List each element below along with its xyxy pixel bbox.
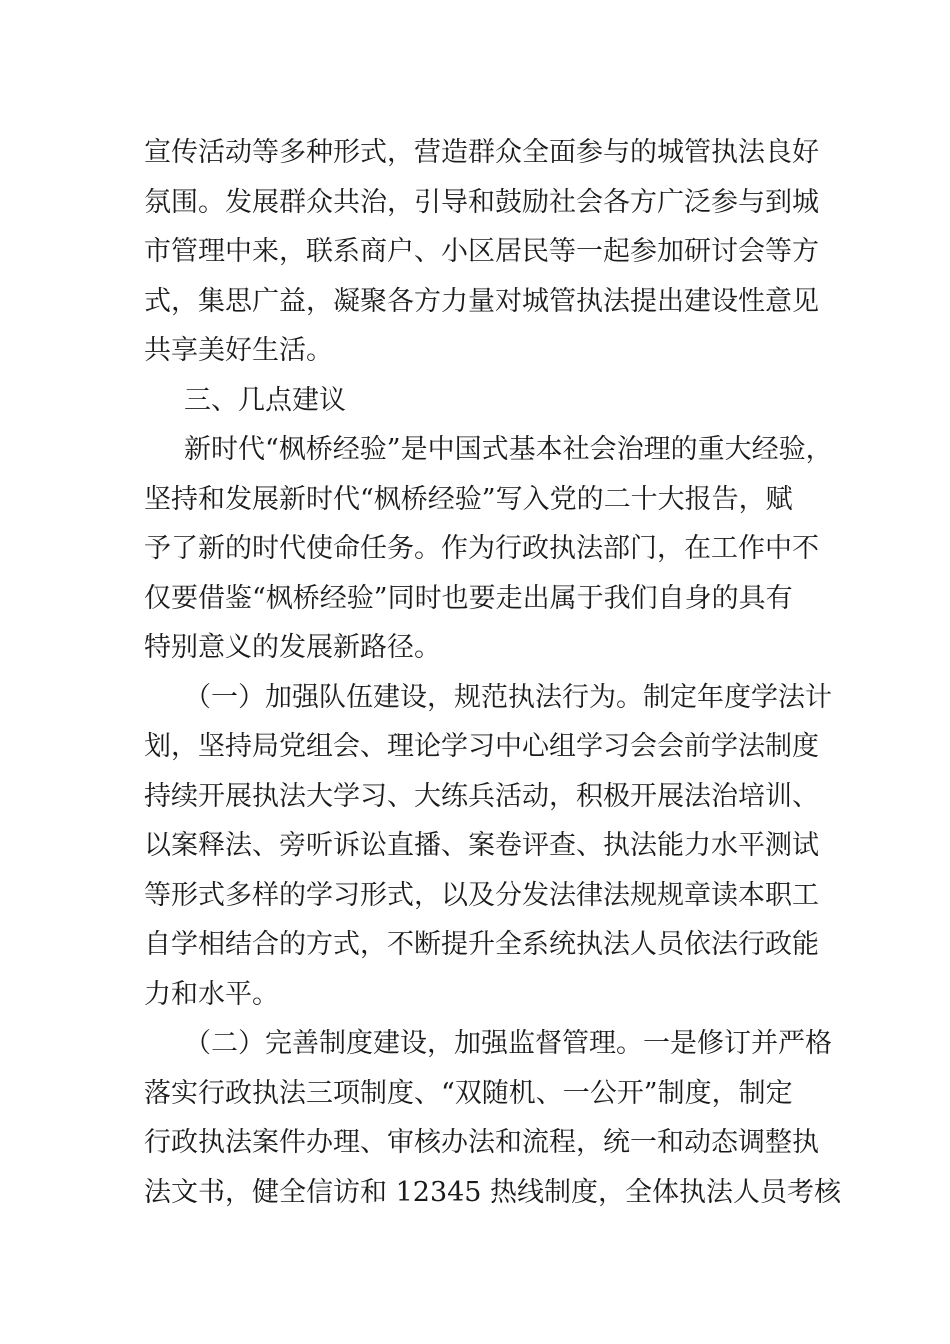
paragraph-line: 法文书，健全信访和 12345 热线制度，全体执法人员考核	[144, 1176, 842, 1208]
paragraph-line: 市管理中来，联系商户、小区居民等一起参加研讨会等方	[144, 236, 819, 267]
paragraph-line: 特别意义的发展新路径。	[144, 632, 441, 663]
paragraph-line: 自学相结合的方式，不断提升全系统执法人员依法行政能	[144, 929, 819, 960]
section-heading: 三、几点建议	[184, 384, 346, 416]
paragraph-line: 宣传活动等多种形式，营造群众全面参与的城管执法良好	[144, 137, 819, 168]
paragraph-line: 共享美好生活。	[144, 335, 333, 366]
paragraph-line: 落实行政执法三项制度、“双随机、一公开”制度，制定	[144, 1077, 793, 1109]
paragraph-line: 予了新的时代使命任务。作为行政执法部门，在工作中不	[144, 533, 819, 564]
paragraph-line: 力和水平。	[144, 978, 279, 1010]
paragraph-line: （二）完善制度建设，加强监督管理。一是修订并严格	[184, 1028, 832, 1059]
paragraph-line: （一）加强队伍建设，规范执法行为。制定年度学法计	[184, 681, 832, 713]
paragraph-line: 式，集思广益，凝聚各方力量对城管执法提出建设性意见	[144, 285, 819, 317]
paragraph-line: 仅要借鉴“枫桥经验”同时也要走出属于我们自身的具有	[144, 582, 793, 614]
paragraph-line: 持续开展执法大学习、大练兵活动，积极开展法治培训、	[144, 780, 819, 812]
paragraph-line: 行政执法案件办理、审核办法和流程，统一和动态调整执	[144, 1127, 819, 1158]
paragraph-line: 氛围。发展群众共治，引导和鼓励社会各方广泛参与到城	[144, 186, 819, 218]
paragraph-line: 以案释法、旁听诉讼直播、案卷评查、执法能力水平测试	[144, 830, 819, 861]
paragraph-line: 划，坚持局党组会、理论学习中心组学习会会前学法制度	[144, 731, 819, 762]
paragraph-line: 坚持和发展新时代“枫桥经验”写入党的二十大报告，赋	[144, 483, 793, 515]
paragraph-line: 等形式多样的学习形式，以及分发法律法规规章读本职工	[144, 879, 819, 911]
document-body	[144, 128, 842, 1217]
paragraph-line: 新时代“枫桥经验”是中国式基本社会治理的重大经验，	[184, 434, 833, 465]
